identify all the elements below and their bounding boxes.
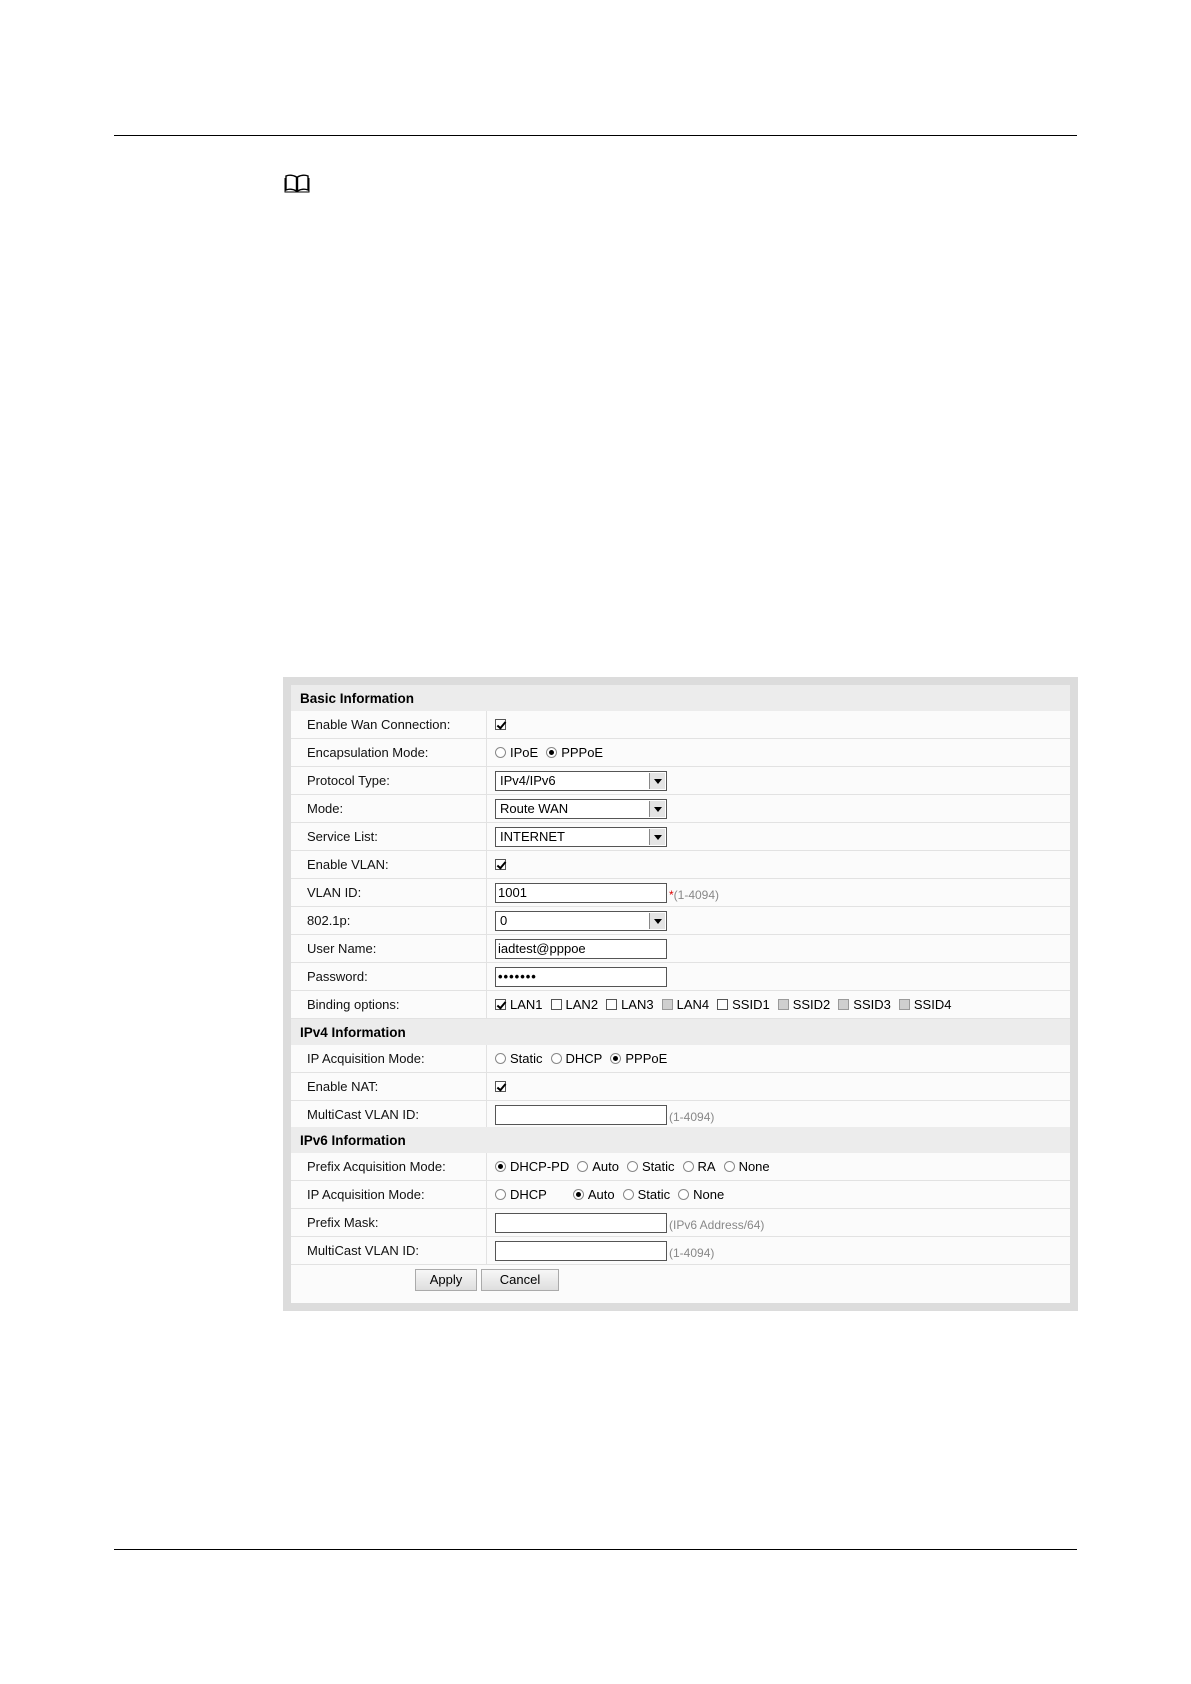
prefix-static-label: Static — [641, 1159, 675, 1174]
binding-lan4-checkbox[interactable] — [662, 999, 673, 1010]
enable-nat-checkbox[interactable] — [495, 1081, 506, 1092]
apply-button[interactable]: Apply — [415, 1269, 477, 1291]
enable-vlan-checkbox[interactable] — [495, 859, 506, 870]
enable-vlan-label: Enable VLAN: — [291, 851, 487, 878]
ipv6-static-radio[interactable] — [623, 1189, 634, 1200]
mode-select[interactable] — [495, 799, 667, 819]
ipv6-multicast-vlan-input[interactable] — [495, 1241, 667, 1261]
ipv4-multicast-vlan-hint: (1-4094) — [669, 1109, 715, 1124]
binding-ssid3-label: SSID3 — [853, 997, 891, 1012]
row-prefix-mask — [291, 1209, 1070, 1237]
ipv4-pppoe-label: PPPoE — [625, 1051, 668, 1066]
ipv6-dhcp-label: DHCP — [510, 1187, 547, 1202]
section-ipv6-information: IPv6 Information — [291, 1127, 1070, 1153]
ipv6-multicast-vlan-label: MultiCast VLAN ID: — [291, 1237, 487, 1264]
row-enable-vlan — [291, 851, 1070, 879]
header-rule — [114, 135, 1077, 136]
chevron-down-icon[interactable] — [649, 801, 665, 817]
binding-ssid3-checkbox[interactable] — [838, 999, 849, 1010]
prefix-mask-hint: (IPv6 Address/64) — [669, 1217, 765, 1232]
binding-ssid1-label: SSID1 — [732, 997, 770, 1012]
prefix-auto-label: Auto — [592, 1159, 619, 1174]
dot1p-value: 0 — [500, 912, 508, 928]
chevron-down-icon[interactable] — [649, 829, 665, 845]
ipv6-multicast-vlan-hint: (1-4094) — [669, 1245, 715, 1260]
binding-ssid4-checkbox[interactable] — [899, 999, 910, 1010]
ipv4-dhcp-radio[interactable] — [551, 1053, 562, 1064]
ipv4-dhcp-label: DHCP — [565, 1051, 603, 1066]
encap-pppoe-label: PPPoE — [561, 745, 604, 760]
prefix-ra-radio[interactable] — [683, 1161, 694, 1172]
wan-config-form — [291, 685, 1070, 1303]
row-protocol-type — [291, 767, 1070, 795]
ipv6-acq-mode-label: IP Acquisition Mode: — [291, 1181, 487, 1208]
binding-lan3-checkbox[interactable] — [606, 999, 617, 1010]
encapsulation-mode-label: Encapsulation Mode: — [291, 739, 487, 766]
row-encapsulation-mode — [291, 739, 1070, 767]
binding-lan1-label: LAN1 — [510, 997, 543, 1012]
chevron-down-icon[interactable] — [649, 773, 665, 789]
enable-wan-checkbox[interactable] — [495, 719, 506, 730]
row-service-list — [291, 823, 1070, 851]
binding-options-label: Binding options: — [291, 991, 487, 1018]
prefix-dhcppd-radio[interactable] — [495, 1161, 506, 1172]
row-8021p — [291, 907, 1070, 935]
mode-value: Route WAN — [500, 800, 569, 816]
encap-ipoe-label: IPoE — [510, 745, 539, 760]
binding-ssid2-checkbox[interactable] — [778, 999, 789, 1010]
prefix-mask-input[interactable] — [495, 1213, 667, 1233]
ipv6-none-radio[interactable] — [678, 1189, 689, 1200]
ipv6-dhcp-radio[interactable] — [495, 1189, 506, 1200]
vlan-id-hint: (1-4094) — [673, 887, 720, 902]
protocol-type-select[interactable] — [495, 771, 667, 791]
row-ipv4-multicast-vlan — [291, 1101, 1070, 1129]
prefix-static-radio[interactable] — [627, 1161, 638, 1172]
book-icon — [284, 173, 310, 193]
ipv4-acq-mode-label: IP Acquisition Mode: — [291, 1045, 487, 1072]
enable-nat-label: Enable NAT: — [291, 1073, 487, 1100]
prefix-auto-radio[interactable] — [577, 1161, 588, 1172]
binding-lan3-label: LAN3 — [621, 997, 654, 1012]
prefix-mask-label: Prefix Mask: — [291, 1209, 487, 1236]
ipv6-auto-radio[interactable] — [573, 1189, 584, 1200]
service-list-label: Service List: — [291, 823, 487, 850]
row-ipv4-acquisition-mode — [291, 1045, 1070, 1073]
ipv4-pppoe-radio[interactable] — [610, 1053, 621, 1064]
service-list-value: INTERNET — [500, 828, 565, 844]
prefix-ra-label: RA — [697, 1159, 716, 1174]
password-input[interactable]: ••••••• — [495, 967, 667, 987]
user-name-label: User Name: — [291, 935, 487, 962]
row-password — [291, 963, 1070, 991]
ipv4-multicast-vlan-label: MultiCast VLAN ID: — [291, 1101, 487, 1128]
row-ipv6-acquisition-mode — [291, 1181, 1070, 1209]
row-binding-options — [291, 991, 1070, 1019]
binding-ssid1-checkbox[interactable] — [717, 999, 728, 1010]
encap-ipoe-radio[interactable] — [495, 747, 506, 758]
encap-pppoe-radio[interactable] — [546, 747, 557, 758]
footer-rule — [114, 1549, 1077, 1550]
binding-ssid4-label: SSID4 — [913, 997, 952, 1012]
vlan-id-label: VLAN ID: — [291, 879, 487, 906]
button-bar — [291, 1269, 1070, 1295]
binding-ssid2-label: SSID2 — [792, 997, 831, 1012]
protocol-type-value: IPv4/IPv6 — [500, 772, 556, 788]
prefix-acq-mode-label: Prefix Acquisition Mode: — [291, 1153, 487, 1180]
row-ipv6-multicast-vlan — [291, 1237, 1070, 1265]
binding-lan2-checkbox[interactable] — [551, 999, 562, 1010]
row-vlan-id — [291, 879, 1070, 907]
enable-wan-label: Enable Wan Connection: — [291, 711, 487, 738]
prefix-none-label: None — [738, 1159, 770, 1174]
row-mode — [291, 795, 1070, 823]
prefix-none-radio[interactable] — [724, 1161, 735, 1172]
password-label: Password: — [291, 963, 487, 990]
binding-lan2-label: LAN2 — [565, 997, 599, 1012]
dot1p-label: 802.1p: — [291, 907, 487, 934]
user-name-input[interactable]: iadtest@pppoe — [495, 939, 667, 959]
binding-lan1-checkbox[interactable] — [495, 999, 506, 1010]
row-user-name — [291, 935, 1070, 963]
row-enable-nat — [291, 1073, 1070, 1101]
ipv6-none-label: None — [693, 1187, 725, 1202]
row-prefix-acquisition-mode — [291, 1153, 1070, 1181]
ipv6-static-label: Static — [637, 1187, 671, 1202]
chevron-down-icon[interactable] — [649, 913, 665, 929]
prefix-dhcppd-label: DHCP-PD — [510, 1159, 570, 1174]
row-enable-wan — [291, 711, 1070, 739]
protocol-type-label: Protocol Type: — [291, 767, 487, 794]
wan-config-panel — [283, 677, 1078, 1311]
cancel-button[interactable]: Cancel — [481, 1269, 559, 1291]
section-basic-information: Basic Information — [291, 685, 1070, 711]
ipv4-static-radio[interactable] — [495, 1053, 506, 1064]
ipv4-multicast-vlan-input[interactable] — [495, 1105, 667, 1125]
mode-label: Mode: — [291, 795, 487, 822]
section-ipv4-information: IPv4 Information — [291, 1019, 1070, 1045]
ipv4-static-label: Static — [510, 1051, 543, 1066]
required-marker: * — [669, 887, 674, 902]
ipv6-auto-label: Auto — [587, 1187, 615, 1202]
binding-lan4-label: LAN4 — [676, 997, 710, 1012]
service-list-select[interactable] — [495, 827, 667, 847]
vlan-id-input[interactable]: 1001 — [495, 883, 667, 903]
dot1p-select[interactable] — [495, 911, 667, 931]
